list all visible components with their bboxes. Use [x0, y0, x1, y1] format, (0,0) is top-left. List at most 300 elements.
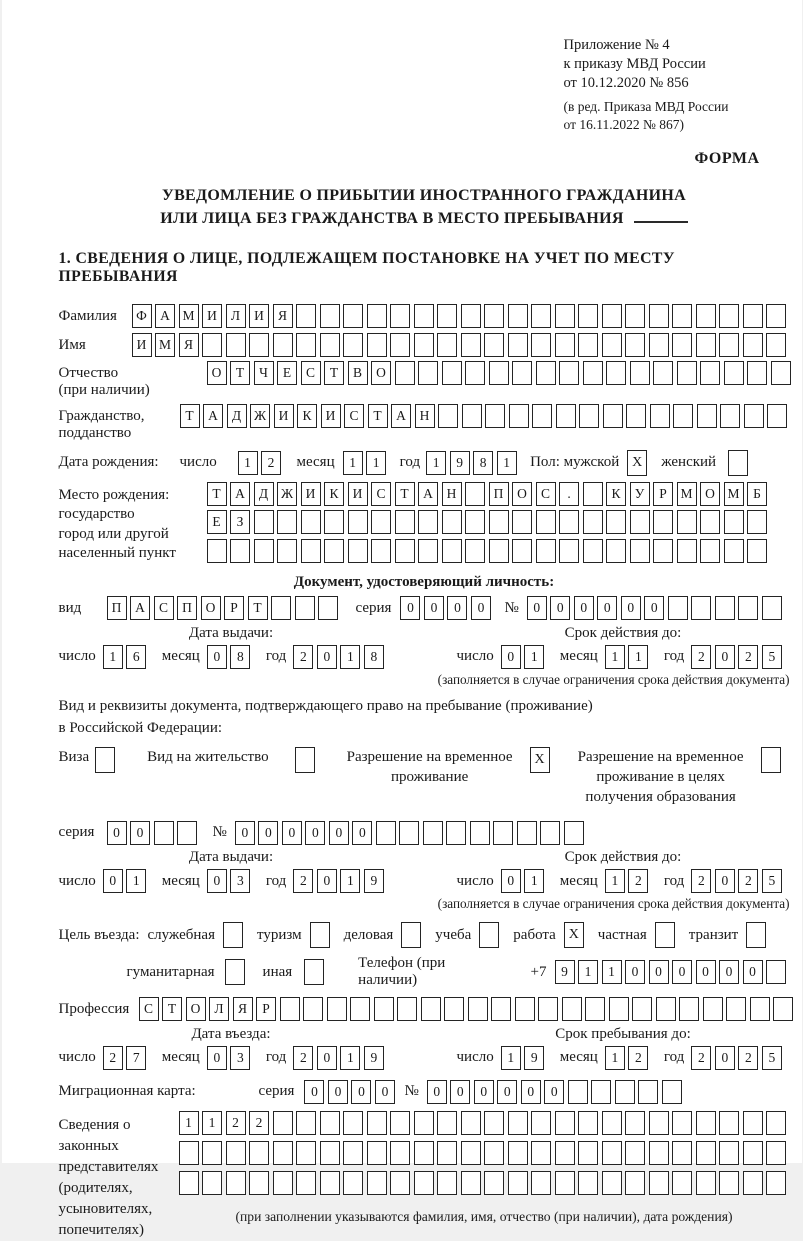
form-cell[interactable] [485, 404, 505, 428]
form-cell[interactable] [578, 333, 598, 357]
form-cell[interactable] [696, 1171, 716, 1195]
form-cell[interactable] [324, 539, 344, 563]
form-cell[interactable] [414, 1171, 434, 1195]
form-cell[interactable]: Я [273, 304, 293, 328]
form-cell[interactable] [202, 1171, 222, 1195]
form-cell[interactable]: Е [207, 510, 227, 534]
form-cell[interactable]: Б [747, 482, 767, 506]
form-cell[interactable]: 0 [351, 1080, 371, 1104]
form-cell[interactable] [491, 997, 511, 1021]
form-cell[interactable]: Н [442, 482, 462, 506]
form-cell[interactable]: 1 [605, 1046, 625, 1070]
form-cell[interactable] [367, 1141, 387, 1165]
form-cell[interactable] [484, 1171, 504, 1195]
form-cell[interactable] [696, 1141, 716, 1165]
representatives-input-row3[interactable] [179, 1171, 790, 1195]
form-cell[interactable] [418, 361, 438, 385]
patronymic-input[interactable] [207, 361, 795, 385]
form-cell[interactable] [625, 333, 645, 357]
form-cell[interactable]: 1 [343, 451, 363, 475]
residence-expiry-month-input[interactable] [605, 869, 652, 893]
form-cell[interactable]: 2 [293, 1046, 313, 1070]
form-cell[interactable]: 1 [340, 869, 360, 893]
form-cell[interactable] [468, 997, 488, 1021]
form-cell[interactable] [719, 304, 739, 328]
form-cell[interactable]: 0 [329, 821, 349, 845]
form-cell[interactable] [277, 510, 297, 534]
form-cell[interactable] [318, 596, 338, 620]
form-cell[interactable] [766, 1141, 786, 1165]
form-cell[interactable] [531, 333, 551, 357]
form-cell[interactable] [626, 404, 646, 428]
form-cell[interactable] [531, 1141, 551, 1165]
form-cell[interactable] [536, 361, 556, 385]
form-cell[interactable]: Л [209, 997, 229, 1021]
form-cell[interactable] [320, 333, 340, 357]
form-cell[interactable] [226, 1141, 246, 1165]
form-cell[interactable] [296, 1171, 316, 1195]
form-cell[interactable]: 0 [235, 821, 255, 845]
expiry-day-input[interactable] [501, 645, 548, 669]
expiry-month-input[interactable] [605, 645, 652, 669]
form-cell[interactable] [273, 333, 293, 357]
form-cell[interactable]: 0 [621, 596, 641, 620]
form-cell[interactable] [508, 1171, 528, 1195]
form-cell[interactable]: 0 [317, 645, 337, 669]
form-cell[interactable]: 0 [207, 1046, 227, 1070]
form-cell[interactable]: Т [207, 482, 227, 506]
form-cell[interactable] [395, 510, 415, 534]
form-cell[interactable]: Н [415, 404, 435, 428]
form-cell[interactable]: 0 [544, 1080, 564, 1104]
form-cell[interactable] [691, 596, 711, 620]
form-cell[interactable]: Р [224, 596, 244, 620]
form-cell[interactable] [602, 1141, 622, 1165]
form-cell[interactable]: О [186, 997, 206, 1021]
birth-day-input[interactable] [238, 451, 285, 475]
form-cell[interactable] [564, 821, 584, 845]
form-cell[interactable] [249, 1171, 269, 1195]
form-cell[interactable] [397, 997, 417, 1021]
form-cell[interactable] [343, 1171, 363, 1195]
form-cell[interactable]: 0 [130, 821, 150, 845]
birth-place-input-row1[interactable] [207, 482, 771, 506]
form-cell[interactable]: О [371, 361, 391, 385]
form-cell[interactable] [367, 304, 387, 328]
form-cell[interactable] [536, 539, 556, 563]
form-cell[interactable] [606, 539, 626, 563]
form-cell[interactable] [696, 333, 716, 357]
form-cell[interactable] [437, 304, 457, 328]
form-cell[interactable] [700, 361, 720, 385]
issue-year-input[interactable] [293, 645, 387, 669]
form-cell[interactable] [390, 333, 410, 357]
form-cell[interactable] [583, 510, 603, 534]
form-cell[interactable] [470, 821, 490, 845]
form-cell[interactable] [672, 1141, 692, 1165]
form-cell[interactable] [743, 1171, 763, 1195]
form-cell[interactable] [461, 1141, 481, 1165]
form-cell[interactable] [446, 821, 466, 845]
form-cell[interactable]: 3 [230, 869, 250, 893]
form-cell[interactable] [508, 1111, 528, 1135]
residence-expiry-year-input[interactable] [691, 869, 785, 893]
form-cell[interactable]: А [230, 482, 250, 506]
form-cell[interactable]: Т [395, 482, 415, 506]
form-cell[interactable]: Д [254, 482, 274, 506]
form-cell[interactable] [179, 1171, 199, 1195]
form-cell[interactable] [273, 1171, 293, 1195]
form-cell[interactable]: 0 [107, 821, 127, 845]
form-cell[interactable]: 0 [317, 1046, 337, 1070]
form-cell[interactable]: 0 [715, 869, 735, 893]
form-cell[interactable] [414, 1111, 434, 1135]
form-cell[interactable] [254, 539, 274, 563]
form-cell[interactable] [771, 361, 791, 385]
form-cell[interactable] [568, 1080, 588, 1104]
form-cell[interactable] [484, 1111, 504, 1135]
form-cell[interactable] [615, 1080, 635, 1104]
form-cell[interactable] [343, 1141, 363, 1165]
purpose-tourism-checkbox[interactable] [310, 922, 330, 948]
form-cell[interactable]: К [606, 482, 626, 506]
form-cell[interactable]: А [418, 482, 438, 506]
form-cell[interactable] [489, 539, 509, 563]
form-cell[interactable]: 0 [207, 645, 227, 669]
form-cell[interactable]: 2 [691, 869, 711, 893]
form-cell[interactable] [414, 1141, 434, 1165]
form-cell[interactable] [677, 510, 697, 534]
form-cell[interactable]: 2 [249, 1111, 269, 1135]
form-cell[interactable]: 9 [524, 1046, 544, 1070]
form-cell[interactable]: О [700, 482, 720, 506]
form-cell[interactable] [465, 361, 485, 385]
form-cell[interactable] [578, 1141, 598, 1165]
form-cell[interactable]: Р [256, 997, 276, 1021]
form-cell[interactable] [442, 510, 462, 534]
form-cell[interactable] [719, 1141, 739, 1165]
form-cell[interactable] [442, 361, 462, 385]
form-cell[interactable] [343, 1111, 363, 1135]
form-cell[interactable] [538, 997, 558, 1021]
birth-place-input-row3[interactable] [207, 539, 771, 563]
form-cell[interactable] [743, 1141, 763, 1165]
form-cell[interactable] [465, 510, 485, 534]
form-cell[interactable] [343, 304, 363, 328]
form-cell[interactable] [773, 997, 793, 1021]
form-cell[interactable]: 0 [427, 1080, 447, 1104]
form-cell[interactable] [578, 304, 598, 328]
form-cell[interactable] [461, 1111, 481, 1135]
form-cell[interactable]: 1 [578, 960, 598, 984]
residence-number-input[interactable] [235, 821, 588, 845]
form-cell[interactable] [559, 510, 579, 534]
representatives-input-row2[interactable] [179, 1141, 790, 1165]
issue-day-input[interactable] [103, 645, 150, 669]
form-cell[interactable]: 1 [524, 645, 544, 669]
form-cell[interactable] [625, 1141, 645, 1165]
temp-residence-edu-checkbox[interactable] [761, 747, 781, 773]
form-cell[interactable]: Р [653, 482, 673, 506]
form-cell[interactable] [512, 510, 532, 534]
form-cell[interactable]: 1 [497, 451, 517, 475]
form-cell[interactable] [508, 1141, 528, 1165]
form-cell[interactable]: О [201, 596, 221, 620]
form-cell[interactable]: С [536, 482, 556, 506]
form-cell[interactable] [562, 997, 582, 1021]
form-cell[interactable] [461, 1171, 481, 1195]
form-cell[interactable] [555, 1141, 575, 1165]
doc-number-input[interactable] [527, 596, 786, 620]
form-cell[interactable] [484, 333, 504, 357]
form-cell[interactable] [350, 997, 370, 1021]
form-cell[interactable] [672, 1171, 692, 1195]
form-cell[interactable] [296, 1141, 316, 1165]
form-cell[interactable] [320, 1141, 340, 1165]
form-cell[interactable]: К [324, 482, 344, 506]
profession-input[interactable] [139, 997, 797, 1021]
form-cell[interactable]: 1 [103, 645, 123, 669]
form-cell[interactable]: Т [162, 997, 182, 1021]
form-cell[interactable]: 1 [501, 1046, 521, 1070]
form-cell[interactable] [602, 1171, 622, 1195]
representatives-input-row1[interactable] [179, 1111, 790, 1135]
form-cell[interactable] [630, 539, 650, 563]
form-cell[interactable]: 2 [738, 1046, 758, 1070]
form-cell[interactable] [273, 1141, 293, 1165]
form-cell[interactable]: 0 [521, 1080, 541, 1104]
form-cell[interactable]: Ж [277, 482, 297, 506]
form-cell[interactable] [512, 361, 532, 385]
form-cell[interactable] [606, 510, 626, 534]
form-cell[interactable] [632, 997, 652, 1021]
form-cell[interactable] [625, 1171, 645, 1195]
form-cell[interactable] [348, 510, 368, 534]
form-cell[interactable]: Т [368, 404, 388, 428]
form-cell[interactable] [677, 539, 697, 563]
form-cell[interactable] [320, 1111, 340, 1135]
form-cell[interactable] [766, 1111, 786, 1135]
form-cell[interactable] [578, 1111, 598, 1135]
doc-type-input[interactable] [107, 596, 342, 620]
form-cell[interactable]: 9 [364, 1046, 384, 1070]
form-cell[interactable] [367, 1171, 387, 1195]
form-cell[interactable]: С [154, 596, 174, 620]
form-cell[interactable] [154, 821, 174, 845]
form-cell[interactable] [649, 1111, 669, 1135]
form-cell[interactable] [606, 361, 626, 385]
form-cell[interactable]: 5 [762, 645, 782, 669]
form-cell[interactable] [715, 596, 735, 620]
form-cell[interactable]: 2 [738, 869, 758, 893]
residence-issue-day-input[interactable] [103, 869, 150, 893]
form-cell[interactable]: . [559, 482, 579, 506]
form-cell[interactable] [399, 821, 419, 845]
form-cell[interactable]: 0 [474, 1080, 494, 1104]
form-cell[interactable]: 2 [691, 645, 711, 669]
form-cell[interactable]: 0 [282, 821, 302, 845]
form-cell[interactable] [461, 333, 481, 357]
form-cell[interactable] [583, 361, 603, 385]
form-cell[interactable]: Т [248, 596, 268, 620]
form-cell[interactable] [540, 821, 560, 845]
form-cell[interactable] [559, 361, 579, 385]
form-cell[interactable]: И [274, 404, 294, 428]
form-cell[interactable] [744, 404, 764, 428]
form-cell[interactable] [489, 361, 509, 385]
purpose-official-checkbox[interactable] [223, 922, 243, 948]
form-cell[interactable] [602, 1111, 622, 1135]
form-cell[interactable] [579, 404, 599, 428]
form-cell[interactable] [696, 1111, 716, 1135]
stay-year-input[interactable] [691, 1046, 785, 1070]
form-cell[interactable]: М [179, 304, 199, 328]
form-cell[interactable] [327, 997, 347, 1021]
form-cell[interactable]: 1 [202, 1111, 222, 1135]
form-cell[interactable]: 0 [719, 960, 739, 984]
form-cell[interactable] [555, 333, 575, 357]
form-cell[interactable]: С [344, 404, 364, 428]
form-cell[interactable]: 8 [230, 645, 250, 669]
form-cell[interactable]: И [132, 333, 152, 357]
form-cell[interactable] [442, 539, 462, 563]
form-cell[interactable] [724, 510, 744, 534]
form-cell[interactable] [461, 304, 481, 328]
form-cell[interactable]: 0 [527, 596, 547, 620]
form-cell[interactable]: 1 [426, 451, 446, 475]
birth-year-input[interactable] [426, 451, 520, 475]
form-cell[interactable] [202, 333, 222, 357]
form-cell[interactable]: 0 [447, 596, 467, 620]
form-cell[interactable]: 0 [649, 960, 669, 984]
purpose-private-checkbox[interactable] [655, 922, 675, 948]
form-cell[interactable] [418, 539, 438, 563]
form-cell[interactable]: Ф [132, 304, 152, 328]
form-cell[interactable] [555, 304, 575, 328]
form-cell[interactable] [493, 821, 513, 845]
form-cell[interactable] [591, 1080, 611, 1104]
entry-month-input[interactable] [207, 1046, 254, 1070]
form-cell[interactable] [303, 997, 323, 1021]
form-cell[interactable] [653, 510, 673, 534]
form-cell[interactable]: 1 [605, 869, 625, 893]
form-cell[interactable] [374, 997, 394, 1021]
expiry-year-input[interactable] [691, 645, 785, 669]
form-cell[interactable]: 0 [625, 960, 645, 984]
male-checkbox[interactable]: X [627, 450, 647, 476]
form-cell[interactable]: 0 [352, 821, 372, 845]
form-cell[interactable] [508, 304, 528, 328]
form-cell[interactable]: Т [180, 404, 200, 428]
form-cell[interactable]: 2 [738, 645, 758, 669]
form-cell[interactable] [531, 1111, 551, 1135]
form-cell[interactable] [649, 1141, 669, 1165]
birth-place-input-row2[interactable] [207, 510, 771, 534]
surname-input[interactable] [132, 304, 790, 328]
form-cell[interactable]: 0 [258, 821, 278, 845]
form-cell[interactable] [602, 304, 622, 328]
form-cell[interactable]: Я [179, 333, 199, 357]
form-cell[interactable]: П [489, 482, 509, 506]
purpose-transit-checkbox[interactable] [746, 922, 766, 948]
form-cell[interactable] [719, 1171, 739, 1195]
form-cell[interactable]: З [230, 510, 250, 534]
doc-series-input[interactable] [400, 596, 494, 620]
form-cell[interactable] [766, 1171, 786, 1195]
form-cell[interactable] [719, 333, 739, 357]
form-cell[interactable]: Ж [250, 404, 270, 428]
form-cell[interactable]: 0 [400, 596, 420, 620]
form-cell[interactable]: 1 [605, 645, 625, 669]
form-cell[interactable]: 0 [328, 1080, 348, 1104]
form-cell[interactable] [767, 404, 787, 428]
form-cell[interactable]: 0 [424, 596, 444, 620]
form-cell[interactable] [766, 333, 786, 357]
form-cell[interactable]: В [348, 361, 368, 385]
form-cell[interactable]: 1 [524, 869, 544, 893]
form-cell[interactable] [390, 304, 410, 328]
form-cell[interactable]: Д [227, 404, 247, 428]
stay-day-input[interactable] [501, 1046, 548, 1070]
form-cell[interactable] [296, 1111, 316, 1135]
form-cell[interactable]: 0 [672, 960, 692, 984]
form-cell[interactable] [724, 361, 744, 385]
form-cell[interactable] [277, 539, 297, 563]
form-cell[interactable] [512, 539, 532, 563]
form-cell[interactable] [444, 997, 464, 1021]
birth-month-input[interactable] [343, 451, 390, 475]
form-cell[interactable]: О [512, 482, 532, 506]
form-cell[interactable] [743, 333, 763, 357]
form-cell[interactable] [367, 333, 387, 357]
form-cell[interactable]: 2 [628, 869, 648, 893]
form-cell[interactable] [390, 1171, 410, 1195]
form-cell[interactable] [747, 510, 767, 534]
form-cell[interactable] [517, 821, 537, 845]
form-cell[interactable]: Е [277, 361, 297, 385]
form-cell[interactable]: 1 [340, 645, 360, 669]
form-cell[interactable]: 0 [743, 960, 763, 984]
form-cell[interactable]: А [203, 404, 223, 428]
entry-day-input[interactable] [103, 1046, 150, 1070]
form-cell[interactable] [649, 304, 669, 328]
form-cell[interactable] [697, 404, 717, 428]
form-cell[interactable]: 1 [238, 451, 258, 475]
form-cell[interactable]: 1 [366, 451, 386, 475]
form-cell[interactable]: 3 [230, 1046, 250, 1070]
form-cell[interactable] [271, 596, 291, 620]
form-cell[interactable]: 6 [126, 645, 146, 669]
form-cell[interactable]: 2 [293, 869, 313, 893]
form-cell[interactable]: 0 [103, 869, 123, 893]
form-cell[interactable]: 0 [304, 1080, 324, 1104]
purpose-work-checkbox[interactable]: X [564, 922, 584, 948]
form-cell[interactable]: Л [226, 304, 246, 328]
form-cell[interactable]: 8 [473, 451, 493, 475]
form-cell[interactable] [484, 1141, 504, 1165]
form-cell[interactable] [348, 539, 368, 563]
form-cell[interactable]: 0 [574, 596, 594, 620]
form-cell[interactable] [423, 821, 443, 845]
form-cell[interactable]: С [371, 482, 391, 506]
form-cell[interactable] [555, 1171, 575, 1195]
form-cell[interactable] [371, 510, 391, 534]
form-cell[interactable]: Ч [254, 361, 274, 385]
migration-series-input[interactable] [304, 1080, 398, 1104]
form-cell[interactable] [462, 404, 482, 428]
form-cell[interactable] [367, 1111, 387, 1135]
form-cell[interactable] [508, 333, 528, 357]
